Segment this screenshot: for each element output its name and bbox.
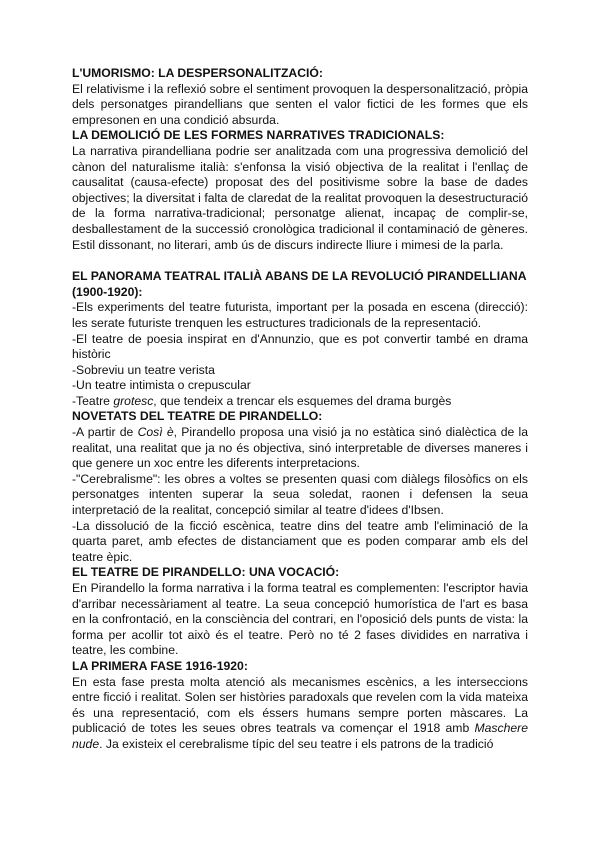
item-emphasis: grotesc xyxy=(113,393,154,408)
paragraph-text: . Ja existeix el cerebralisme típic del seu teatre i els patrons de la tradició xyxy=(99,736,494,751)
novetats-item: -"Cerebralisme": les obres a voltes se presenten quasi com diàlegs filosòfics on els personatges intenten superar la seua soledat, raonen i defensen la seua interpretació de la realitat, concepció similar al teatre d'idees d'Ibsen. xyxy=(72,471,528,518)
paragraph-text: En esta fase presta molta atenció als mecanismes escènics, a les interseccions entre ficció i realitat. Solen ser històries paradoxals que revelen com la vida mateixa és una representació, com els éssers humans sempre porten màscares. La publicació de totes les seues obres teatrals va començar el 1918 amb xyxy=(72,674,528,736)
paragraph-umorismo: El relativisme i la reflexió sobre el sentiment provoquen la despersonalització, pròpia dels personatges pirandellians que senten el valor fictici de les formes que els empresonen en una condició absurda. xyxy=(72,81,528,127)
section-gap xyxy=(72,253,528,269)
paragraph-primera-fase xyxy=(72,675,528,753)
panorama-item: -Els experiments del teatre futurista, important per la posada en escena (direcció): les serate futuriste trenquen les estructures tradicionals de la representació. xyxy=(72,300,528,330)
item-text: , Pirandello proposa una visió ja no estàtica sinó dialèctica de la realitat, una realitat que ja no és objectiva, sinó interpretable de diverses maneres i que genere un xoc entre les diferents interpretacions. xyxy=(72,425,528,471)
panorama-item xyxy=(72,394,528,410)
heading-primera-fase: LA PRIMERA FASE 1916-1920: xyxy=(72,658,248,673)
heading-umorismo: L'UMORISMO: LA DESPERSONALITZACIÓ: xyxy=(72,66,323,80)
item-emphasis: Così è xyxy=(137,425,174,440)
item-text: -Teatre xyxy=(72,393,114,408)
heading-panorama: EL PANORAMA TEATRAL ITALIÀ ABANS DE LA REVOLUCIÓ PIRANDELLIANA (1900-1920): xyxy=(72,269,527,299)
panorama-item: -Sobreviu un teatre verista xyxy=(72,362,215,377)
panorama-item: -El teatre de poesia inspirat en d'Annunzio, que es pot convertir també en drama històric xyxy=(72,331,528,362)
novetats-item xyxy=(72,425,528,472)
paragraph-emphasis: Maschere nude xyxy=(72,721,528,751)
novetats-item: -La dissolució de la ficció escènica, teatre dins del teatre amb l'eliminació de la quarta paret, amb efectes de distanciament que es poden comparar amb els del teatre èpic. xyxy=(72,518,528,564)
heading-vocacio: EL TEATRE DE PIRANDELLO: UNA VOCACIÓ: xyxy=(72,565,340,580)
heading-demolicio: LA DEMOLICIÓ DE LES FORMES NARRATIVES TRADICIONALS: xyxy=(72,128,445,143)
paragraph-demolicio: La narrativa pirandelliana podrie ser analitzada com una progressiva demolició del cànon del naturalisme italià: s'enfonsa la visió objectiva de la realitat i l'enllaç de causalitat (causa-efecte) proposat des del positivisme sobre la base de dades objectives; la diversitat i falta de claredat de la realitat provoquen la desestructuració de la forma narrativa-tradicional; personatge alienat, incapaç de complir-se, desballestament de la successió cronològica tradicional il contaminació de gèneres. Estil dissonant, no literari, amb ús de discurs indirecte lliure i mimesi de la parla. xyxy=(72,143,528,252)
heading-novetats: NOVETATS DEL TEATRE DE PIRANDELLO: xyxy=(72,409,323,424)
paragraph-vocacio: En Pirandello la forma narrativa i la forma teatral es complementen: l'escriptor havia d'arribar necessàriament al teatre. La seua concepció humorística de l'art es basa en la confrontació, en la consciència del contrari, en l'oposició dels punts de vista: la forma per acollir tot això és el teatre. Però no té 2 fases dividides en narrativa i teatre, les combine. xyxy=(72,581,528,658)
item-text: -A partir de xyxy=(72,425,138,440)
panorama-item: -Un teatre intimista o crepuscular xyxy=(72,378,251,393)
document-page xyxy=(72,66,528,753)
item-text: , que tendeix a trencar els esquemes del drama burgès xyxy=(153,393,452,408)
